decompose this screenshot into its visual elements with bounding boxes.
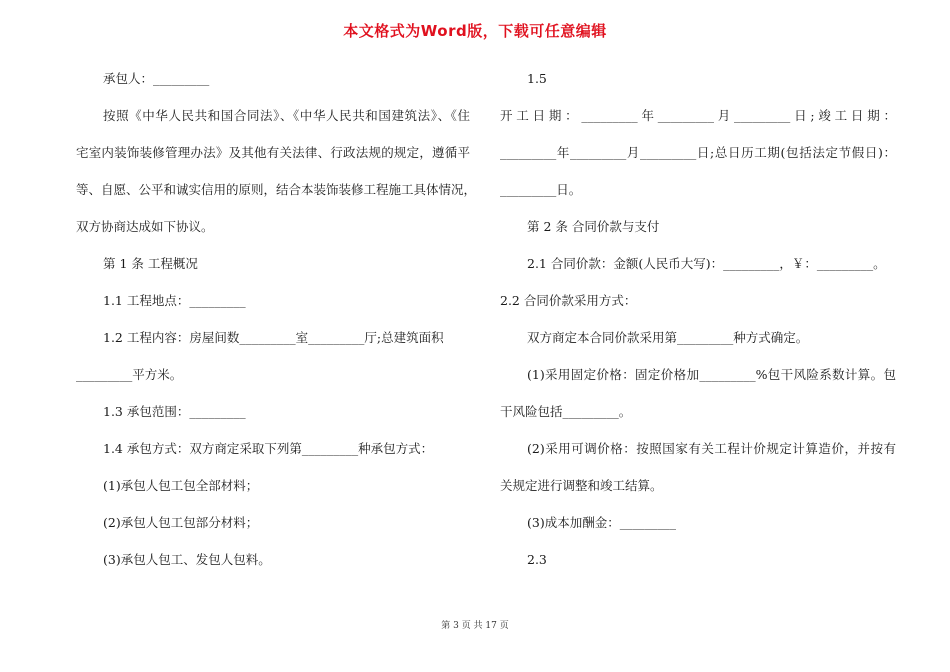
start-date-line: 开工日期：_________年_________月_________日;竣工日期： xyxy=(500,108,896,123)
left-column xyxy=(76,60,477,578)
adjustable-price-line: (2)采用可调价格：按照国家有关工程计价规定计算造价，并按有 xyxy=(527,441,896,456)
clause-1-4: 1.4 承包方式：双方商定采取下列第_________种承包方式： xyxy=(103,441,434,456)
option-1: (1)承包人包工包全部材料； xyxy=(103,478,259,493)
cost-plus-line: (3)成本加酬金：_________ xyxy=(527,515,676,530)
article-1-heading: 第 1 条 工程概况 xyxy=(103,256,198,271)
preamble-line: 按照《中华人民共和国合同法》、《中华人民共和国建筑法》、《住 xyxy=(103,108,470,123)
right-column xyxy=(500,60,896,578)
clause-2-3: 2.3 xyxy=(527,552,547,567)
clause-1-2-cont: _________平方米。 xyxy=(76,367,183,382)
duration-line: _________日。 xyxy=(500,182,582,197)
preamble-line: 宅室内装饰装修管理办法》及其他有关法律、行政法规的规定，遵循平 xyxy=(76,145,470,160)
clause-2-2: 2.2 合同价款采用方式： xyxy=(500,293,637,308)
article-2-heading: 第 2 条 合同价款与支付 xyxy=(527,219,660,234)
page-number: 第 3 页 共 17 页 xyxy=(441,621,509,631)
fixed-price-line: (1)采用固定价格：固定价格加_________%包干风险系数计算。包 xyxy=(527,367,896,382)
clause-1-3: 1.3 承包范围：_________ xyxy=(103,404,246,419)
contractor-line: 承包人：_________ xyxy=(103,71,210,86)
preamble-line: 双方协商达成如下协议。 xyxy=(76,219,214,234)
clause-1-1: 1.1 工程地点：_________ xyxy=(103,293,246,308)
preamble-line: 等、自愿、公平和诚实信用的原则，结合本装饰装修工程施工具体情况， xyxy=(76,182,477,197)
end-date-line: _________年_________月_________日;总日历工期(包括法定节假日)： xyxy=(500,145,896,160)
clause-1-2: 1.2 工程内容：房屋间数_________室_________厅;总建筑面积 xyxy=(103,330,444,345)
clause-2-1: 2.1 合同价款：金额(人民币大写)：_________，￥：_________。 xyxy=(527,256,886,271)
fixed-price-cont: 干风险包括_________。 xyxy=(500,404,632,419)
clause-1-5: 1.5 xyxy=(527,71,547,86)
clause-2-2-method: 双方商定本合同价款采用第_________种方式确定。 xyxy=(527,330,809,345)
adjustable-price-cont: 关规定进行调整和竣工结算。 xyxy=(500,478,663,493)
option-3: (3)承包人包工、发包人包料。 xyxy=(103,552,271,567)
download-banner: 本文格式为Word版，下载可任意编辑 xyxy=(343,22,607,40)
option-2: (2)承包人包工包部分材料； xyxy=(103,515,259,530)
